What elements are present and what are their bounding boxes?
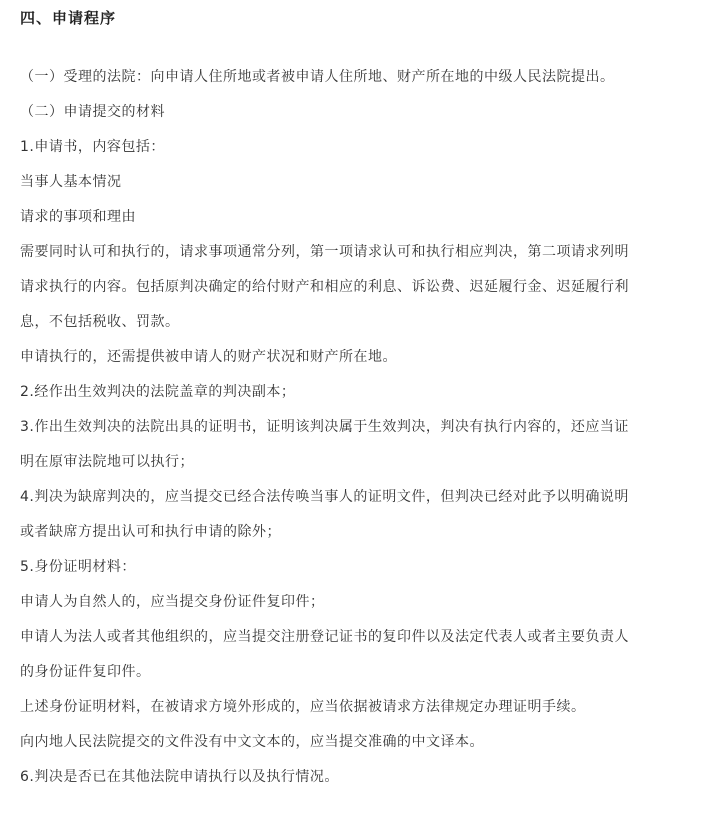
- paragraph-translation: 向内地人民法院提交的文件没有中文文本的，应当提交准确的中文译本。: [20, 734, 484, 750]
- paragraph-item-1: 1.申请书，内容包括：: [20, 139, 165, 155]
- paragraph-item-4-line-2: 或者缺席方提出认可和执行申请的除外；: [20, 524, 281, 540]
- section-heading: 四、申请程序: [20, 9, 117, 27]
- paragraph-request-line-1: 需要同时认可和执行的，请求事项通常分列，第一项请求认可和执行相应判决，第二项请求列明: [20, 244, 629, 260]
- paragraph-request-line-2: 请求执行的内容。包括原判决确定的给付财产和相应的利息、诉讼费、迟延履行金、迟延履行利: [20, 279, 629, 295]
- paragraph-item-6: 6.判决是否已在其他法院申请执行以及执行情况。: [20, 769, 339, 785]
- paragraph-materials-heading: （二）申请提交的材料: [20, 104, 165, 120]
- paragraph-legal-person-line-1: 申请人为法人或者其他组织的，应当提交注册登记证书的复印件以及法定代表人或者主要负责人: [20, 629, 629, 645]
- paragraph-item-3-line-1: 3.作出生效判决的法院出具的证明书，证明该判决属于生效判决，判决有执行内容的，还应当证: [20, 419, 629, 435]
- paragraph-item-5: 5.身份证明材料：: [20, 559, 136, 575]
- paragraph-request-reason: 请求的事项和理由: [20, 209, 136, 225]
- paragraph-execution-info: 申请执行的，还需提供被申请人的财产状况和财产所在地。: [20, 349, 397, 365]
- paragraph-natural-person: 申请人为自然人的，应当提交身份证件复印件；: [20, 594, 325, 610]
- paragraph-item-3-line-2: 明在原审法院地可以执行；: [20, 454, 194, 470]
- paragraph-party-info: 当事人基本情况: [20, 174, 122, 190]
- paragraph-item-2: 2.经作出生效判决的法院盖章的判决副本；: [20, 384, 296, 400]
- paragraph-legal-person-line-2: 的身份证件复印件。: [20, 664, 151, 680]
- paragraph-overseas-proof: 上述身份证明材料，在被请求方境外形成的，应当依据被请求方法律规定办理证明手续。: [20, 699, 586, 715]
- paragraph-item-4-line-1: 4.判决为缺席判决的，应当提交已经合法传唤当事人的证明文件，但判决已经对此予以明确说明: [20, 489, 629, 505]
- paragraph-court: （一）受理的法院：向申请人住所地或者被申请人住所地、财产所在地的中级人民法院提出。: [20, 69, 615, 85]
- paragraph-request-line-3: 息，不包括税收、罚款。: [20, 314, 180, 330]
